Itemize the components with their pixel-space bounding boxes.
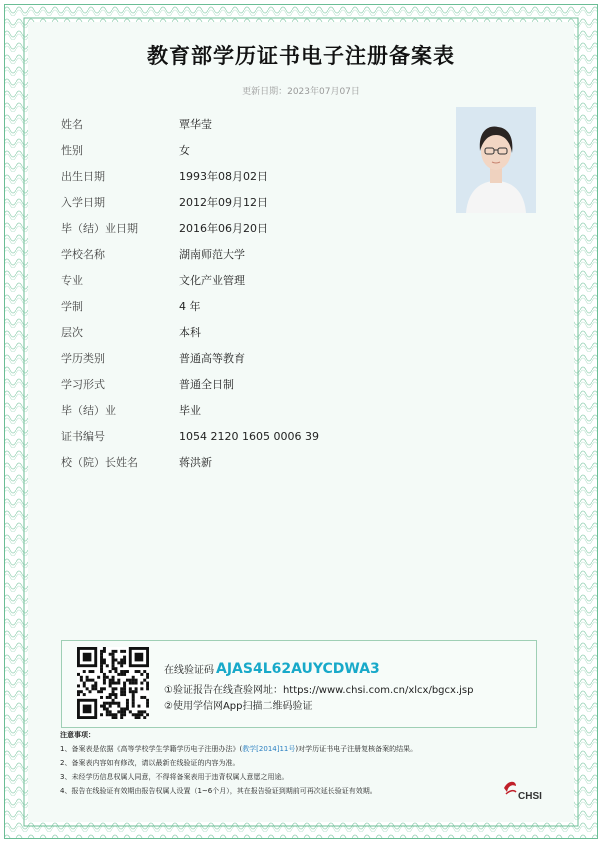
note-text: )对学历证书电子注册复核备案的结果。 [295,745,418,753]
note-item: 3、未经学历信息权属人同意，不得将备案表用于违背权属人意愿之用途。 [60,773,289,781]
field-label: 毕（结）业日期 [61,222,138,235]
verification-code: AJAS4L62AUYCDWA3 [216,661,380,677]
chsi-logo [502,778,550,802]
field-label: 专业 [61,274,83,287]
note-item [60,745,530,754]
field-label: 学历类别 [61,352,105,365]
verification-url-line: ①验证报告在线查验网址：https://www.chsi.com.cn/xlcx/bgcx.jsp [164,685,474,696]
field-value: 蒋洪新 [179,456,212,469]
field-label: 学制 [61,300,83,313]
field-label: 出生日期 [61,170,105,183]
student-photo [456,107,536,213]
field-value: 文化产业管理 [179,274,245,287]
field-label: 层次 [61,326,83,339]
field-label: 校（院）长姓名 [61,456,138,469]
field-label: 毕（结）业 [61,404,116,417]
field-label: 性别 [61,144,83,157]
field-value: 本科 [179,326,201,339]
verification-code-label: 在线验证码 [164,665,214,676]
update-date: 更新日期：2023年07月07日 [242,87,360,97]
field-value: 2012年09月12日 [179,196,268,209]
field-value: 4 年 [179,300,201,313]
field-label: 入学日期 [61,196,105,209]
verification-panel [61,640,537,728]
note-item: 2、备案表内容如有修改，请以最新在线验证的内容为准。 [60,759,240,767]
qr-code-icon[interactable] [77,647,149,719]
verification-code-line [164,661,380,677]
field-value: 1993年08月02日 [179,170,268,183]
field-label: 证书编号 [61,430,105,443]
field-value: 2016年06月20日 [179,222,268,235]
field-value: 普通全日制 [179,378,234,391]
note-item: 4、报告在线验证有效期由报告权属人设置（1~6个月），其在报告验证到期前可再次延长验证有效期。 [60,787,377,795]
notes-section [60,730,530,801]
field-value: 女 [179,144,190,157]
regulation-link[interactable]: 教学[2014]11号 [242,745,296,753]
field-value: 湖南师范大学 [179,248,245,261]
verification-app-line: ②使用学信网App扫描二维码验证 [164,701,313,712]
document-title: 教育部学历证书电子注册备案表 [147,44,455,68]
svg-text:CHSI: CHSI [518,791,542,802]
field-label: 姓名 [61,118,83,131]
field-value: 普通高等教育 [179,352,245,365]
field-value: 1054 2120 1605 0006 39 [179,430,319,443]
field-label: 学习形式 [61,378,105,391]
field-value: 覃华莹 [179,118,212,131]
field-value: 毕业 [179,404,201,417]
note-text: 1、备案表是依据《高等学校学生学籍学历电子注册办法》( [60,745,243,753]
notes-title: 注意事项： [60,731,95,739]
field-label: 学校名称 [61,248,105,261]
